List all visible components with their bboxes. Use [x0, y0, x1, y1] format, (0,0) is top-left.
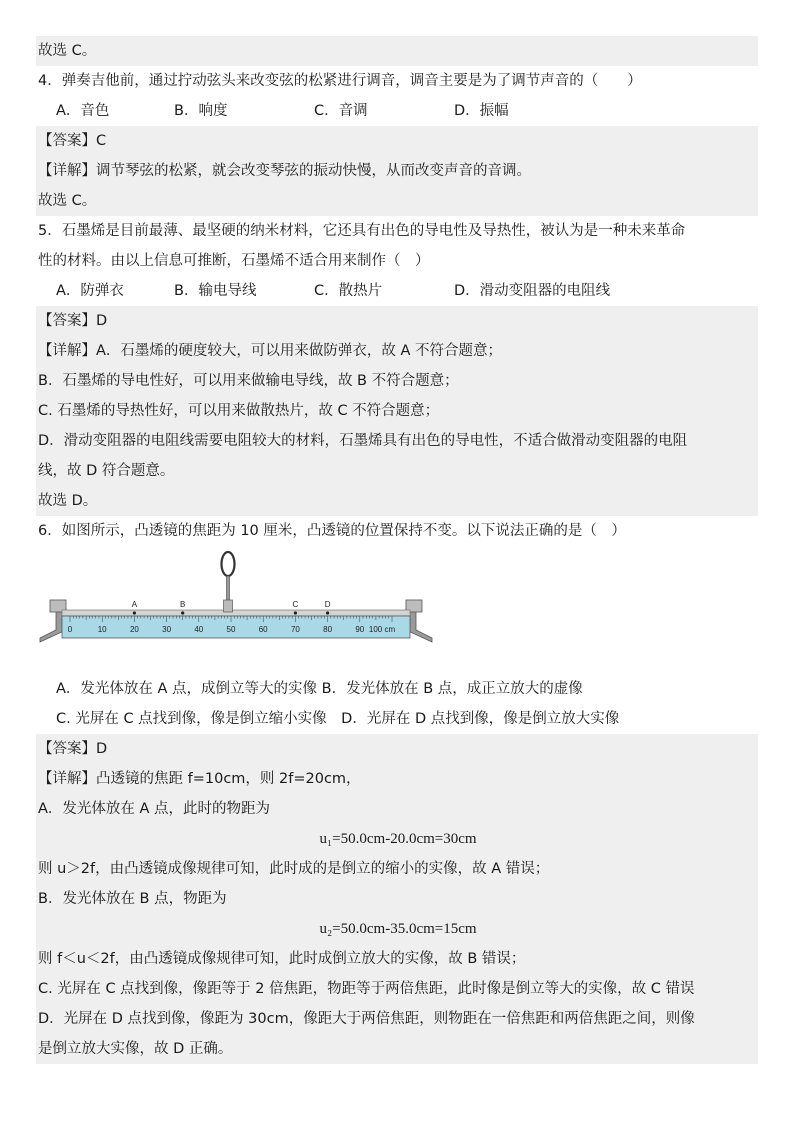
optical-bench-figure	[36, 548, 758, 668]
ruler-tick-label: 80	[323, 625, 333, 634]
ruler-tick-label: 50	[226, 625, 236, 634]
lens-part	[227, 576, 230, 602]
explain-q6-9: 是倒立放大实像，故 D 正确。	[36, 1034, 758, 1064]
ruler-tick-label: 70	[290, 625, 300, 634]
option-c: C．音调	[314, 103, 368, 119]
option-d: D．振幅	[454, 103, 509, 119]
ruler-tick-label: 100 cm	[368, 625, 396, 634]
explain-q6-3: 则 u＞2f，由凸透镜成像规律可知，此时成的是倒立的缩小的实像，故 A 错误；	[36, 854, 758, 884]
bench-point	[181, 611, 184, 614]
option-q6-cd: C. 光屏在 C 点找到像，像是倒立缩小实像 D．光屏在 D 点找到像，像是倒立放大实像	[56, 711, 620, 727]
option-d: D．滑动变阻器的电阻线	[454, 283, 611, 299]
rail-top	[62, 610, 410, 616]
lens-part	[224, 600, 233, 612]
ruler-tick-label: 40	[194, 625, 204, 634]
question-5: 5．石墨烯是目前最薄、最坚硬的纳米材料，它还具有出色的导电性及导热性，被认为是一种未来革命	[38, 223, 686, 239]
ruler-tick-label: 0	[67, 625, 73, 634]
option-q6-ab: A．发光体放在 A 点，成倒立等大的实像 B．发光体放在 B 点，成正立放大的虚像	[56, 681, 583, 697]
question-6: 6．如图所示，凸透镜的焦距为 10 厘米，凸透镜的位置保持不变。以下说法正确的是（ ）	[38, 523, 626, 539]
option-a: A．音色	[56, 103, 110, 119]
explain-q6-7: C. 光屏在 C 点找到像，像距等于 2 倍焦距，物距等于两倍焦距，此时像是倒立等大的实像，故 C 错误	[36, 974, 758, 1004]
explain-q6-6: 则 f＜u＜2f，由凸透镜成像规律可知，此时成倒立放大的实像，故 B 错误；	[36, 944, 758, 974]
lens-part	[222, 552, 235, 576]
text-line: 故选 C。	[36, 186, 758, 216]
ruler-tick-label: 90	[355, 625, 365, 634]
ruler-tick-label: 30	[162, 625, 172, 634]
bench-point	[294, 611, 297, 614]
explain-q6-1: A．发光体放在 A 点，此时的物距为	[36, 794, 758, 824]
explain-q5-d-cont: 线，故 D 符合题意。	[36, 456, 758, 486]
explain-q5-a: 【详解】A．石墨烯的硬度较大，可以用来做防弹衣，故 A 不符合题意；	[36, 336, 758, 366]
formula-u1: u₁=50.0cm-20.0cm=30cm	[36, 824, 758, 854]
answer-q4: 【答案】C	[36, 126, 758, 156]
explain-q6-0: 【详解】凸透镜的焦距 f=10cm，则 2f=20cm，	[36, 764, 758, 794]
convex-lens	[222, 552, 235, 612]
bench-point-label: C	[292, 600, 299, 609]
question-5-cont: 性的材料。由以上信息可推断，石墨烯不适合用来制作（ ）	[38, 253, 430, 269]
option-a: A．防弹衣	[56, 283, 124, 299]
bench-point	[326, 611, 329, 614]
explain-q5-b: B．石墨烯的导电性好，可以用来做输电导线，故 B 不符合题意；	[36, 366, 758, 396]
explain-q6-4: B．发光体放在 B 点，物距为	[36, 884, 758, 914]
options-q5	[36, 276, 758, 306]
ruler-tick-label: 60	[258, 625, 268, 634]
explain-q5-d: D．滑动变阻器的电阻线需要电阻较大的材料，石墨烯具有出色的导电性，不适合做滑动变阻器的电阻	[36, 426, 758, 456]
explain-q5-c: C. 石墨烯的导热性好，可以用来做散热片，故 C 不符合题意；	[36, 396, 758, 426]
formula-u2: u₂=50.0cm-35.0cm=15cm	[36, 914, 758, 944]
ruler-tick-label: 10	[97, 625, 107, 634]
answer-q5: 【答案】D	[36, 306, 758, 336]
optical-bench-diagram	[36, 548, 436, 668]
bench-point-label: A	[131, 600, 138, 609]
text-line: 故选 C。	[36, 36, 758, 66]
option-b: B．响度	[174, 103, 228, 119]
question-4: 4．弹奏吉他前，通过拧动弦头来改变弦的松紧进行调音，调音主要是为了调节声音的（ ）	[38, 73, 642, 89]
options-q4	[36, 96, 758, 126]
bench-point	[133, 611, 136, 614]
ruler-tick-label: 20	[129, 625, 139, 634]
answer-q6: 【答案】D	[36, 734, 758, 764]
option-c: C．散热片	[314, 283, 383, 299]
text-line: 故选 D。	[36, 486, 758, 516]
document-page	[36, 36, 758, 1064]
bench-point-label: B	[180, 600, 186, 609]
option-b: B．输电导线	[174, 283, 257, 299]
bench-point-label: D	[324, 600, 331, 609]
explain-q4: 【详解】调节琴弦的松紧，就会改变琴弦的振动快慢，从而改变声音的音调。	[36, 156, 758, 186]
explain-q6-8: D．光屏在 D 点找到像，像距为 30cm，像距大于两倍焦距，则物距在一倍焦距和两倍焦距之间，则像	[36, 1004, 758, 1034]
